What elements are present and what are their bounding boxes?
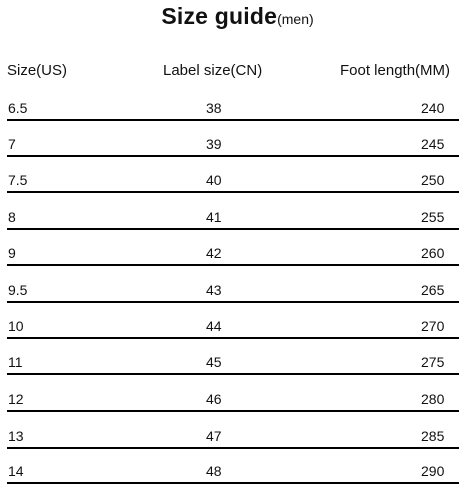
row-divider xyxy=(7,447,459,449)
cell-foot-length: 280 xyxy=(421,391,445,407)
cell-size-us: 7 xyxy=(8,136,16,152)
row-divider xyxy=(7,301,459,303)
table-row xyxy=(0,172,475,196)
cell-label-size: 38 xyxy=(206,100,222,116)
table-row xyxy=(0,136,475,160)
cell-label-size: 44 xyxy=(206,318,222,334)
header-size-us: Size(US) xyxy=(7,62,68,79)
table-row xyxy=(0,209,475,233)
row-divider xyxy=(7,155,459,157)
row-divider xyxy=(7,337,459,339)
cell-foot-length: 285 xyxy=(421,428,445,444)
table-row xyxy=(0,354,475,378)
cell-size-us: 11 xyxy=(8,354,23,370)
row-divider xyxy=(7,264,459,266)
cell-foot-length: 270 xyxy=(421,318,445,334)
header-foot-length-mm: Foot length(MM) xyxy=(340,62,451,79)
header-label-size-cn: Label size(CN) xyxy=(163,62,263,79)
cell-label-size: 48 xyxy=(206,463,222,479)
cell-size-us: 14 xyxy=(8,463,24,479)
table-row xyxy=(0,428,475,452)
cell-size-us: 6.5 xyxy=(8,100,28,116)
cell-size-us: 13 xyxy=(8,428,24,444)
cell-label-size: 43 xyxy=(206,282,222,298)
cell-foot-length: 250 xyxy=(421,172,445,188)
row-divider xyxy=(7,228,459,230)
cell-label-size: 42 xyxy=(206,245,222,261)
row-divider xyxy=(7,119,459,121)
cell-foot-length: 255 xyxy=(421,209,445,225)
cell-label-size: 46 xyxy=(206,391,222,407)
table-row xyxy=(0,282,475,306)
title-subtitle: (men) xyxy=(277,11,314,27)
title-main: Size guide xyxy=(161,3,278,29)
row-divider xyxy=(7,373,459,375)
cell-size-us: 9.5 xyxy=(8,282,28,298)
cell-foot-length: 245 xyxy=(421,136,445,152)
cell-foot-length: 240 xyxy=(421,100,445,116)
cell-label-size: 47 xyxy=(206,428,222,444)
page-title xyxy=(0,3,475,30)
cell-size-us: 7.5 xyxy=(8,172,28,188)
table-row xyxy=(0,318,475,342)
cell-foot-length: 265 xyxy=(421,282,445,298)
cell-label-size: 40 xyxy=(206,172,222,188)
row-divider xyxy=(7,482,459,484)
row-divider xyxy=(7,410,459,412)
row-divider xyxy=(7,191,459,193)
cell-size-us: 9 xyxy=(8,245,16,261)
cell-label-size: 45 xyxy=(206,354,222,370)
cell-foot-length: 260 xyxy=(421,245,445,261)
cell-size-us: 12 xyxy=(8,391,24,407)
table-row xyxy=(0,463,475,487)
table-row xyxy=(0,245,475,269)
cell-label-size: 41 xyxy=(206,209,222,225)
cell-label-size: 39 xyxy=(206,136,222,152)
table-row xyxy=(0,391,475,415)
cell-size-us: 10 xyxy=(8,318,24,334)
cell-foot-length: 290 xyxy=(421,463,445,479)
table-row xyxy=(0,100,475,124)
cell-foot-length: 275 xyxy=(421,354,445,370)
cell-size-us: 8 xyxy=(8,209,16,225)
